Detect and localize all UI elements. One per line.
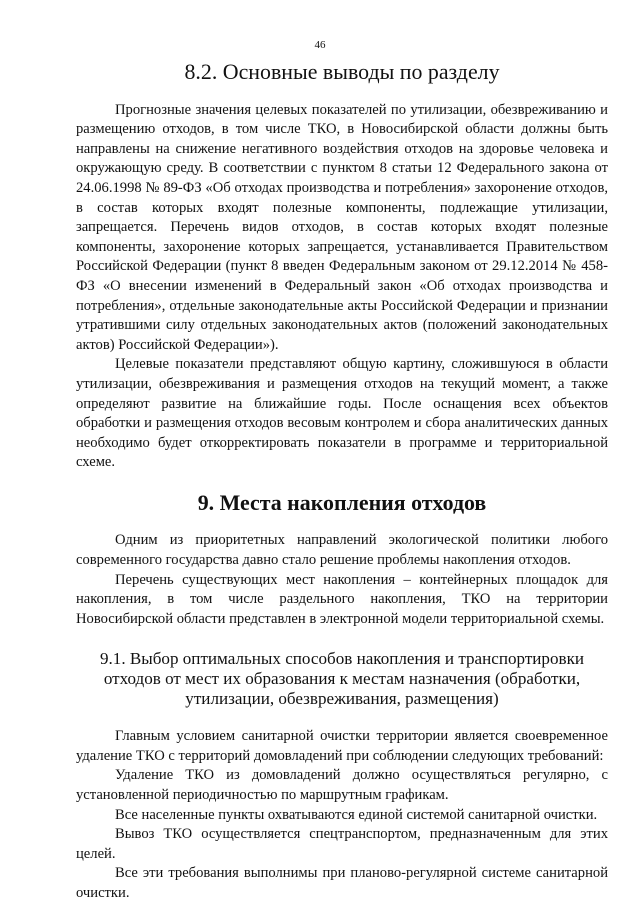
page-number: 46	[314, 39, 326, 51]
section-9-1-paragraph-2: Удаление ТКО из домовладений должно осуществляться регулярно, с установленной периодичностью по маршрутным графикам.	[76, 767, 608, 803]
section-9-paragraph-1: Одним из приоритетных направлений экологической политики любого современного государства давно стало решение проблемы накопления отходов.	[76, 532, 608, 569]
section-9-1-heading: 9.1. Выбор оптимальных способов накопления и транспортировки отходов от мест их образования к местам назначения (обработки, утилизации, обезвреживания, размещения)	[99, 649, 585, 708]
section-9-paragraph-2: Перечень существующих мест накопления – контейнерных площадок для накопления, в том числе раздельного накопления, ТКО на территории Новосибирской области представлен в электронной модели территориальной схемы.	[76, 571, 608, 627]
section-9-heading: 9. Места накопления отходов	[197, 489, 487, 515]
section-8-2-paragraph-2: Целевые показатели представляют общую картину, сложившуюся в области утилизации, обезвреживания и размещения отходов на текущий момент, а также определяют развитие на ближайшие годы. После оснащения всех объектов обработки и размещения отходов весовым контролем и сбора аналитических данных необходимо будет откорректировать показатели в программе и территориальной схеме.	[76, 356, 608, 471]
section-8-2-paragraph-1: Прогнозные значения целевых показателей по утилизации, обезвреживанию и размещению отходов, в том числе ТКО, в Новосибирской области должны быть направлены на снижение негативного воздействия отходов на здоровье человека и окружающую среду. В соответствии с пунктом 8 статьи 12 Федерального закона от 24.06.1998 № 89-ФЗ «Об отходах производства и потребления» захоронение отходов, в состав которых входят полезные компоненты, подлежащие утилизации, запрещается. Перечень видов отходов, в состав которых входят полезные компоненты, захоронение которых запрещается, устанавливается Правительством Российской Федерации (пункт 8 введен Федеральным законом от 29.12.2014 № 458-ФЗ «О внесении изменений в Федеральный закон «Об отходах производства и потребления», отдельные законодательные акты Российской Федерации и признании утратившими силу отдельных законодательных актов (положений законодательных актов) Российской Федерации»).	[76, 101, 608, 353]
section-9-1-paragraph-4: Вывоз ТКО осуществляется спецтранспортом, предназначенным для этих целей.	[76, 826, 608, 862]
section-9-1-paragraph-1: Главным условием санитарной очистки территории является своевременное удаление ТКО с территорий домовладений при соблюдении следующих требований:	[76, 728, 608, 764]
section-8-2-heading: 8.2. Основные выводы по разделу	[184, 59, 500, 84]
section-9-1-paragraph-3: Все населенные пункты охватываются единой системой санитарной очистки.	[115, 806, 598, 823]
page-content	[76, 59, 608, 904]
section-9-1-paragraph-5: Все эти требования выполнимы при планово-регулярной системе санитарной очистки.	[76, 865, 608, 901]
